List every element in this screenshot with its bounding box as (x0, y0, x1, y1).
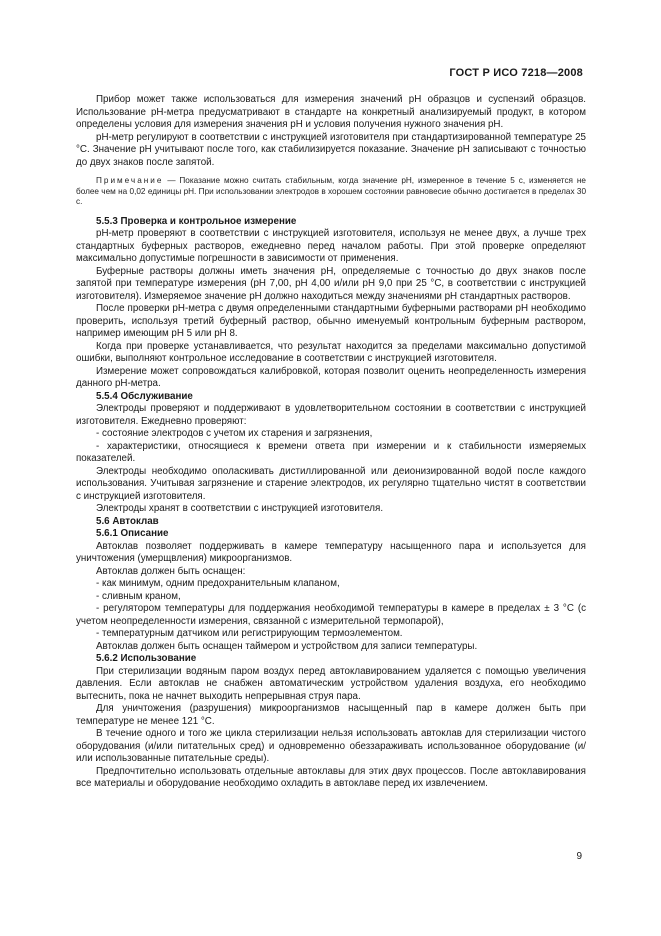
paragraph: В течение одного и того же цикла стерилизации нельзя использовать автоклав для стерилизации чистого оборудования (и/или питательных сред) и одновременно обеззараживать использованное оборудование (и/или использованные питательные среды). (76, 728, 586, 764)
section-heading: 5.6.1 Описание (96, 528, 169, 539)
section-heading: 5.5.3 Проверка и контрольное измерение (96, 215, 297, 227)
section-heading: 5.6 Автоклав (96, 515, 159, 527)
list-item: - регулятором температуры для поддержания необходимой температуры в камере в пределах ± 3 °С (с учетом неопределенности измерения, связанной с измерительной термопарой), (76, 603, 586, 627)
section-heading: 5.5.4 Обслуживание (96, 390, 193, 402)
paragraph: Буферные растворы должны иметь значения pH, определяемые с точностью до двух знаков после запятой при температуре измерения (pH 7,00, pH 4,00 и/или pH 9,0 при 25 °С, в соответствии с инструкцией изготовителя). Измеряемое значение pH должно находиться между значениями pH стандартных растворов. (76, 265, 586, 302)
document-body (76, 94, 586, 791)
list-item: - состояние электродов с учетом их старения и загрязнения, (96, 428, 373, 439)
paragraph: Электроды проверяют и поддерживают в удовлетворительном состоянии в соответствии с инструкцией изготовителя. Ежедневно проверяют: (76, 403, 586, 427)
list-item: - как минимум, одним предохранительным клапаном, (96, 578, 340, 589)
paragraph: pH-метр регулируют в соответствии с инструкцией изготовителя при стандартизированной температуре 25 °С. Значение pH учитывают после того, как стабилизируется показание. Значение pH записывают с точностью до двух знаков после запятой. (76, 131, 586, 168)
note (76, 176, 586, 208)
paragraph: При стерилизации водяным паром воздух перед автоклавированием удаляется с помощью увеличения давления. Если автоклав не снабжен автоматическим устройством удаления воздуха, его необходимо вытеснить, пока не начнет выходить непрерывная струя пара. (76, 665, 586, 702)
list-item: - температурным датчиком или регистрирующим термоэлементом. (96, 628, 403, 639)
paragraph: pH-метр проверяют в соответствии с инструкцией изготовителя, используя не менее двух, а лучше трех стандартных буферных растворов, ежедневно перед началом работы. При этой проверке определяют максимально допустимые погрешности в зависимости от применения. (76, 228, 586, 264)
note-text: — Показание можно считать стабильным, когда значение pH, измеренное в течение 5 с, изменяется не более чем на 0,02 единицы pH. При использовании электродов в хорошем состоянии равновесие обычно достигается в пределах 30 с. (76, 176, 586, 206)
paragraph: Измерение может сопровождаться калибровкой, которая позволит оценить неопределенность измерения данного pH-метра. (76, 365, 586, 389)
paragraph: После проверки pH-метра с двумя определенными стандартными буферными растворами pH необходимо проверить, используя третий буферный раствор, обычно именуемый контрольным буферным раствором, например имеющим pH 5 или pH 8. (76, 303, 586, 339)
paragraph: Когда при проверке устанавливается, что результат находится за пределами максимально допустимой ошибки, выполняют контрольное исследование в соответствии с инструкцией изготовителя. (76, 340, 586, 364)
paragraph: Предпочтительно использовать отдельные автоклавы для этих двух процессов. После автоклавирования все материалы и оборудование необходимо охладить в автоклаве перед их извлечением. (76, 765, 586, 789)
list-item: - сливным краном, (96, 590, 181, 602)
paragraph: Электроды хранят в соответствии с инструкцией изготовителя. (96, 503, 384, 514)
paragraph: Электроды необходимо ополаскивать дистиллированной или деионизированной водой после каждого использования. Учитывая загрязнение и старение электродов, их регулярно тщательно чистят в соответствии с инструкцией изготовителя. (76, 465, 586, 502)
section-heading: 5.6.2 Использование (96, 653, 197, 664)
paragraph: Для уничтожения (разрушения) микроорганизмов насыщенный пар в камере должен быть при температуре не менее 121 °С. (76, 703, 586, 727)
paragraph: Автоклав должен быть оснащен: (96, 565, 246, 577)
paragraph: Автоклав позволяет поддерживать в камере температуру насыщенного пара и используется для уничтожения (умерщвления) микроорганизмов. (76, 540, 586, 564)
document-header: ГОСТ Р ИСО 7218—2008 (449, 67, 583, 79)
note-label: Примечание (96, 176, 164, 185)
page-number: 9 (576, 851, 582, 862)
paragraph: Прибор может также использоваться для измерения значений pH образцов и суспензий образцов. Использование pH-метра предусматривают в стандарте на конкретный анализируемый продукт, в котором определены условия для измерения значения pH и условия получения нужного значения pH. (76, 94, 586, 130)
paragraph: Автоклав должен быть оснащен таймером и устройством для записи температуры. (96, 640, 478, 652)
list-item: - характеристики, относящиеся к времени ответа при измерении и к стабильности измеряемых показателей. (76, 440, 586, 464)
